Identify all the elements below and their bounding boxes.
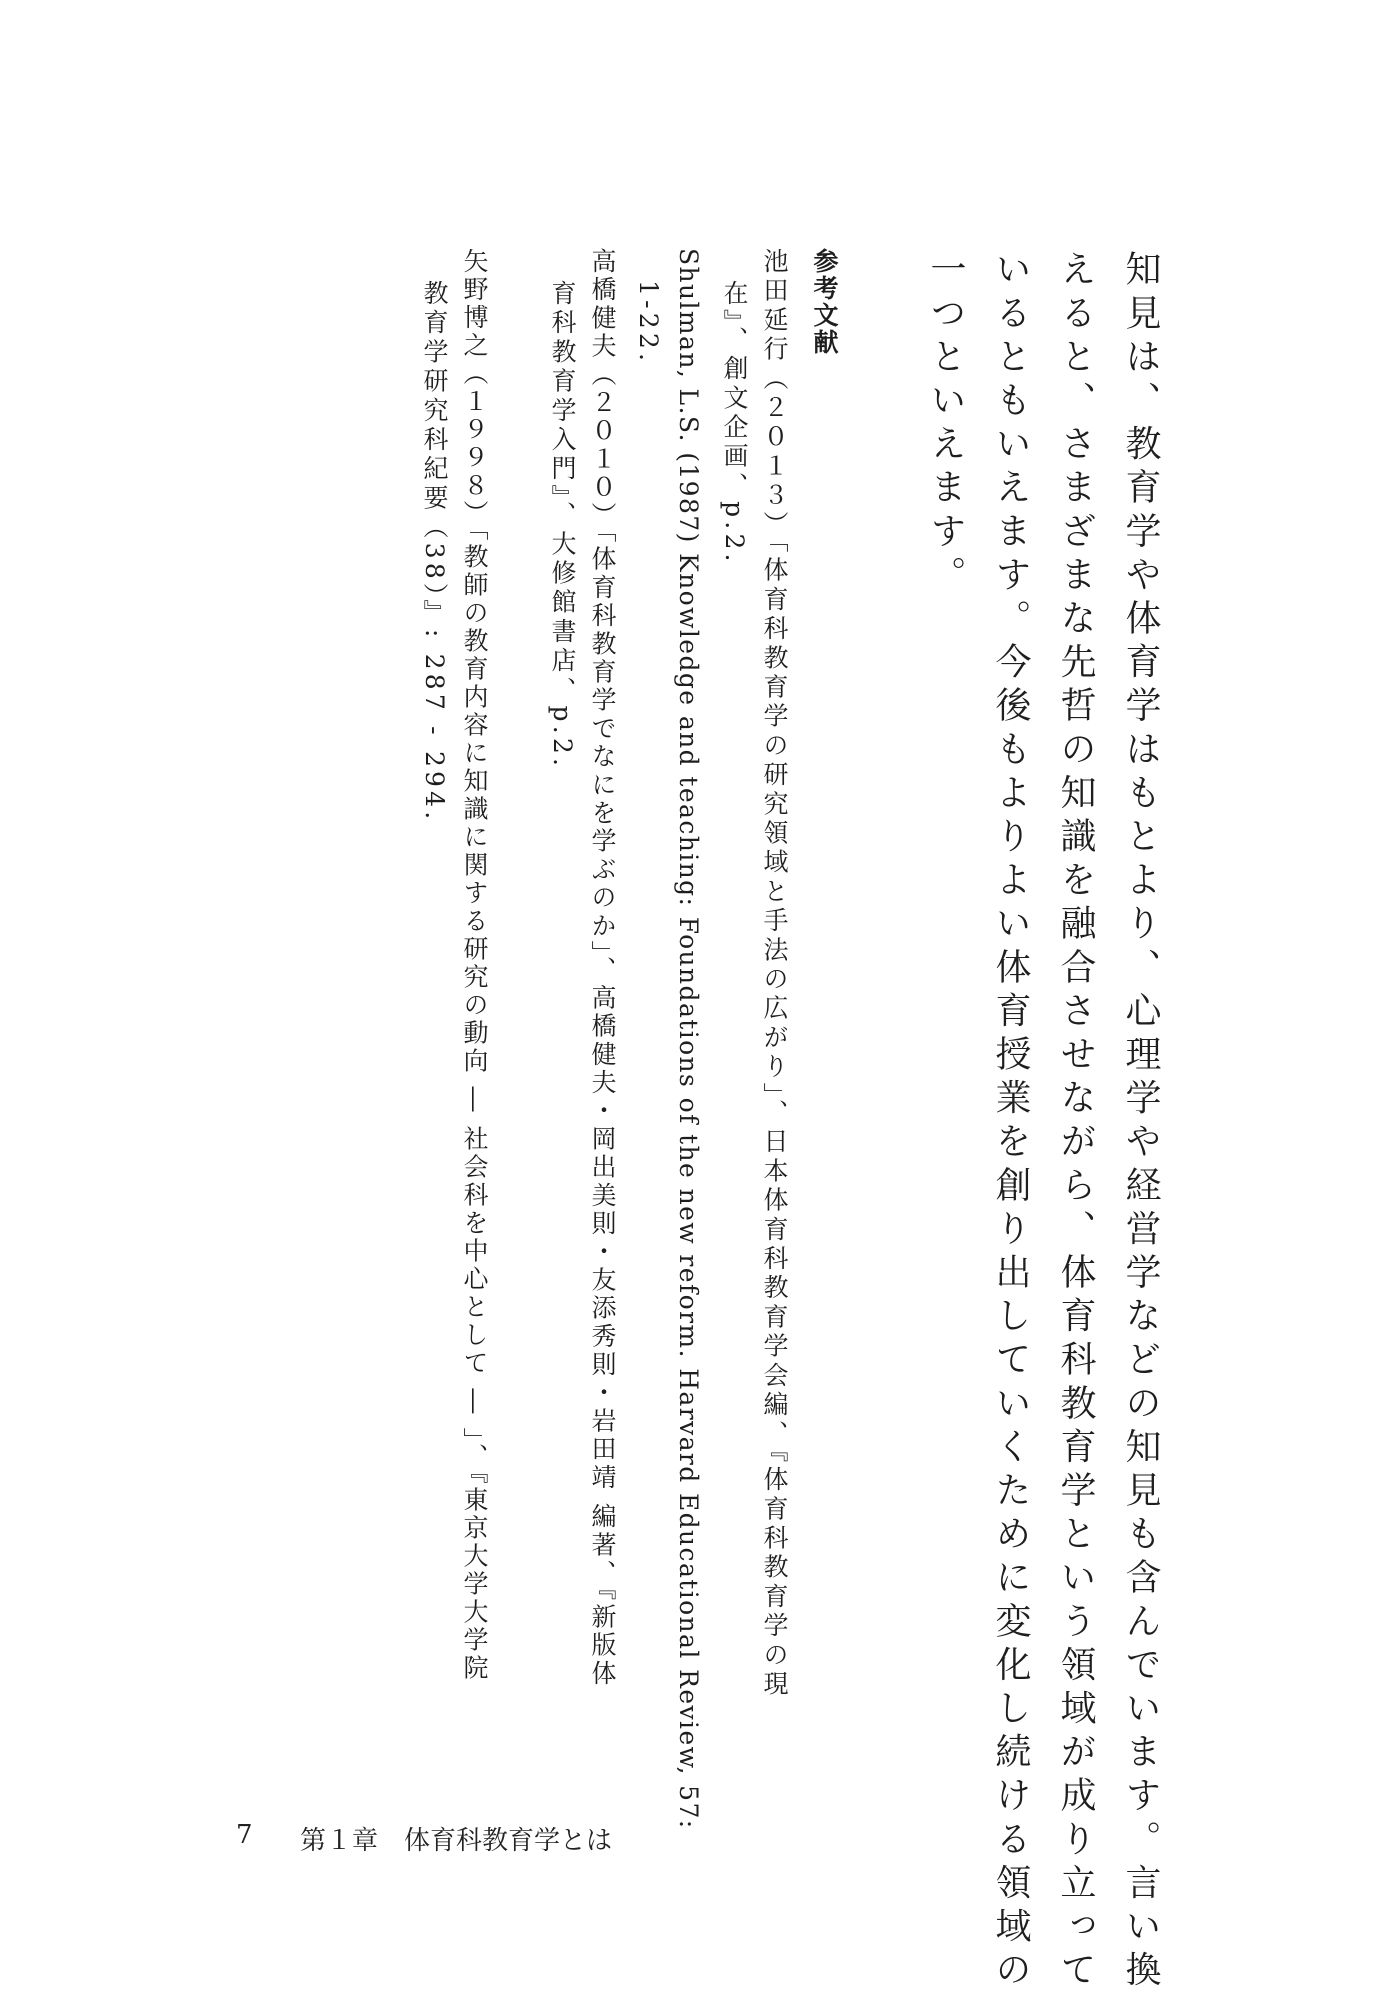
reference-line-7: 矢野博之（１９９８）「教師の教育内容に知識に関する研究の動向 ― 社会科を中心として ― 」、『東京大学大学院 xyxy=(460,248,489,1683)
body-line-3: いるともいえます。今後もよりよい体育授業を創り出していくために変化し続ける領域の xyxy=(990,250,1031,1994)
references-heading: 参考文献 xyxy=(810,248,839,356)
chapter-title: 第１章 体育科教育学とは xyxy=(300,1826,613,1856)
reference-line-4: 1-22. xyxy=(634,280,663,366)
body-line-1: 知見は、教育学や体育学はもとより、心理学や経営学などの知見も含んでいます。言い換 xyxy=(1120,250,1161,1994)
reference-line-2: 在』、創文企画、p.2. xyxy=(720,280,749,566)
body-line-2: えると、さまざまな先哲の知識を融合させながら、体育科教育学という領域が成り立って xyxy=(1055,250,1096,1994)
reference-line-6: 育科教育学入門』、大修館書店、p.2. xyxy=(548,280,577,771)
reference-line-1: 池田延行（２０１３）「体育科教育学の研究領域と手法の広がり」、日本体育科教育学会編、『体育科教育学の現 xyxy=(760,248,789,1700)
reference-line-8: 教育学研究科紀要（38）』: 287 - 294. xyxy=(420,280,449,824)
reference-line-5: 高橋健夫（２０１０）「体育科教育学でなにを学ぶのか」、高橋健夫・岡出美則・友添秀則・岩田靖 編著、『新版体 xyxy=(588,248,617,1689)
body-line-4: 一つといえます。 xyxy=(925,250,966,599)
page-number: 7 xyxy=(236,1820,253,1850)
reference-line-3: Shulman, L.S. (1987) Knowledge and teaching: Foundations of the new reform. Harvard Educational Review, 57: xyxy=(674,248,703,1830)
